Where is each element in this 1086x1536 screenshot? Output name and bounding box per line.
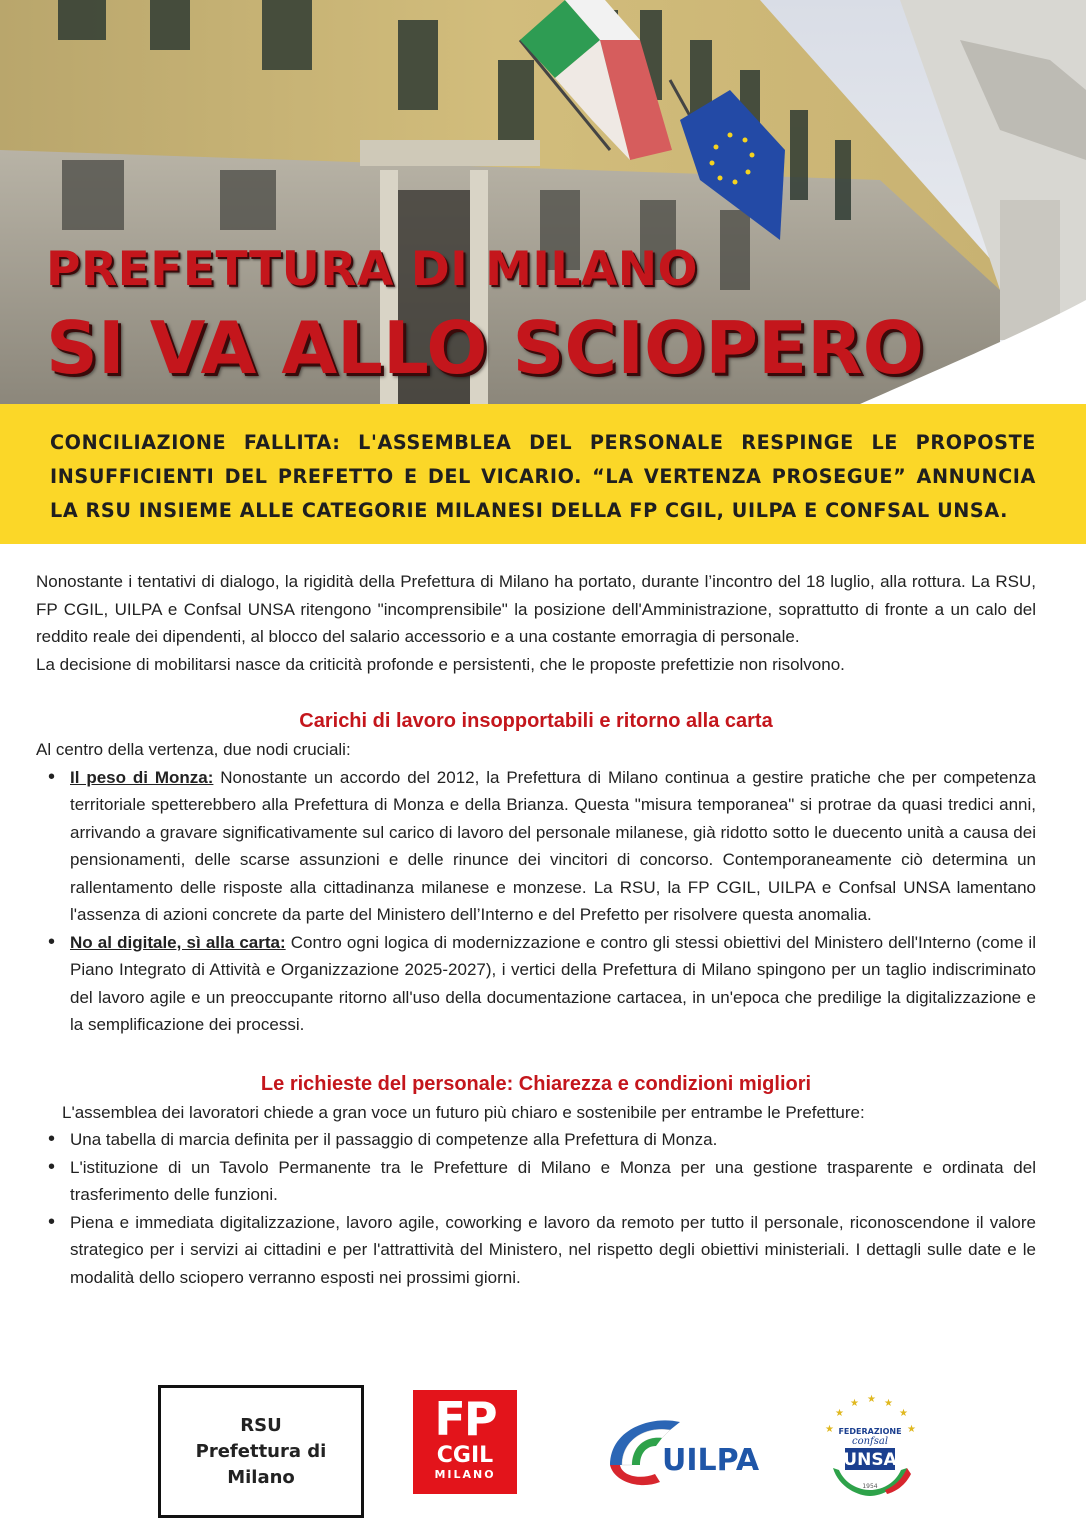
- intro-paragraph-1: Nonostante i tentativi di dialogo, la rigidità della Prefettura di Milano ha portato, durante l’incontro del 18 luglio, alla rottura. La RSU, FP CGIL, UILPA e Confsal UNSA ritengono "incomprensibile" la posizione dell'Amministrazione, soprattutto di fronte a un calo del reddito reale dei dipendenti, al blocco del salario accessorio e a una costante emorragia di personale.: [36, 572, 1036, 646]
- svg-text:★: ★: [899, 1408, 908, 1419]
- section-lead-workload: Al centro della vertenza, due nodi cruciali:: [36, 740, 351, 759]
- section-lead-requests: L'assemblea dei lavoratori chiede a gran voce un futuro più chiaro e sostenibile per entrambe le Prefetture:: [62, 1102, 865, 1122]
- logos-footer: [0, 1380, 1086, 1520]
- svg-text:★: ★: [825, 1424, 834, 1435]
- uilpa-label: UILPA: [662, 1443, 760, 1478]
- list-item: • Una tabella di marcia definita per il passaggio di competenze alla Prefettura di Monza.: [36, 1126, 1036, 1154]
- rsu-label: RSU: [240, 1414, 282, 1436]
- list-item-heading: Il peso di Monza:: [70, 767, 214, 787]
- section-title-workload: Carichi di lavoro insopportabili e ritorno alla carta: [299, 710, 773, 732]
- rsu-label: Prefettura di: [195, 1440, 327, 1462]
- hero-photo: [0, 0, 1086, 404]
- list-item-text: Nonostante un accordo del 2012, la Prefettura di Milano continua a gestire pratiche che per competenza territoriale spetterebbero alla Prefettura di Monza e della Brianza. Questa "misura temporanea" si protrae da quasi tredici anni, arrivando a gravare significativamente sul carico di lavoro del personale milanese, già ridotto sotto le duecento unità a causa dei pensionamenti, delle scarse assunzioni e delle rinunce dei vincitori di concorso. Contemporaneamente ciò determina un rallentamento delle risposte alla cittadinanza milanese e monzese. La RSU, la FP CGIL, UILPA e Confsal UNSA lamentano l'assenza di azioni concrete da parte del Ministero dell’Interno e del Prefetto per risolvere questa anomalia.: [70, 767, 1036, 924]
- headline-banner: [0, 404, 1086, 544]
- unsa-federation-label: FEDERAZIONE: [838, 1427, 902, 1436]
- rsu-label: Milano: [227, 1466, 295, 1488]
- rsu-logo-box: [158, 1385, 364, 1518]
- cgil-label: CGIL: [436, 1443, 494, 1468]
- unsa-year-label: 1954: [862, 1483, 878, 1490]
- list-item-text: Contro ogni logica di modernizzazione e contro gli stessi obiettivi del Ministero dell'Interno (come il Piano Integrato di Attività e Organizzazione 2025-2027), i vertici della Prefettura di Milano spingono per un taglio indiscriminato del lavoro agile e un preoccupante ritorno all'uso della documentazione cartacea, in un'epoca che predilige la digitalizzazione e la semplificazione dei processi.: [70, 932, 1036, 1034]
- unsa-label: UNSA: [843, 1450, 897, 1470]
- svg-text:★: ★: [907, 1424, 916, 1435]
- list-item: • L'istituzione di un Tavolo Permanente tra le Prefetture di Milano e Monza per una gestione trasparente e ordinata del trasferimento delle funzioni.: [36, 1154, 1036, 1209]
- list-item: [36, 929, 1036, 1039]
- unsa-confsal-label: confsal: [851, 1436, 889, 1447]
- list-item-heading: No al digitale, sì alla carta:: [70, 932, 286, 952]
- svg-text:★: ★: [884, 1398, 893, 1409]
- svg-text:★: ★: [850, 1398, 859, 1409]
- fp-cgil-logo: [413, 1390, 517, 1494]
- workload-list: [36, 764, 1036, 1039]
- banner-text: CONCILIAZIONE FALLITA: L'ASSEMBLEA DEL PERSONALE RESPINGE LE PROPOSTE INSUFFICIENTI DEL PREFETTO E DEL VICARIO. “LA VERTENZA PROSEGUE” ANNUNCIA LA RSU INSIEME ALLE CATEGORIE MILANESI DELLA FP CGIL, UILPA E CONFSAL UNSA.: [50, 431, 1036, 522]
- list-item: [36, 764, 1036, 929]
- hero-title-line1: PREFETTURA DI MILANO: [46, 242, 698, 297]
- list-item: • Piena e immediata digitalizzazione, lavoro agile, coworking e lavoro da remoto per tutto il personale, riconoscendone il valore strategico per i servizi ai cittadini e per l'attrattività del Ministero, nel rispetto degli obiettivi ministeriali. I dettagli sulle date e le modalità dello sciopero verranno esposti nei prossimi giorni.: [36, 1209, 1036, 1292]
- svg-text:★: ★: [867, 1394, 876, 1405]
- fp-label: FP: [434, 1392, 496, 1446]
- intro-paragraph-2: La decisione di mobilitarsi nasce da criticità profonde e persistenti, che le proposte prefettizie non risolvono.: [36, 654, 845, 674]
- hero-title-line2: SI VA ALLO SCIOPERO: [46, 306, 924, 390]
- uilpa-logo: [600, 1410, 760, 1490]
- requests-list: [36, 1126, 1036, 1291]
- svg-text:★: ★: [835, 1408, 844, 1419]
- section-title-requests: Le richieste del personale: Chiarezza e condizioni migliori: [260, 1072, 812, 1095]
- article-body: [36, 568, 1036, 1291]
- fp-city-label: MILANO: [434, 1468, 496, 1481]
- confsal-unsa-logo: [815, 1390, 925, 1500]
